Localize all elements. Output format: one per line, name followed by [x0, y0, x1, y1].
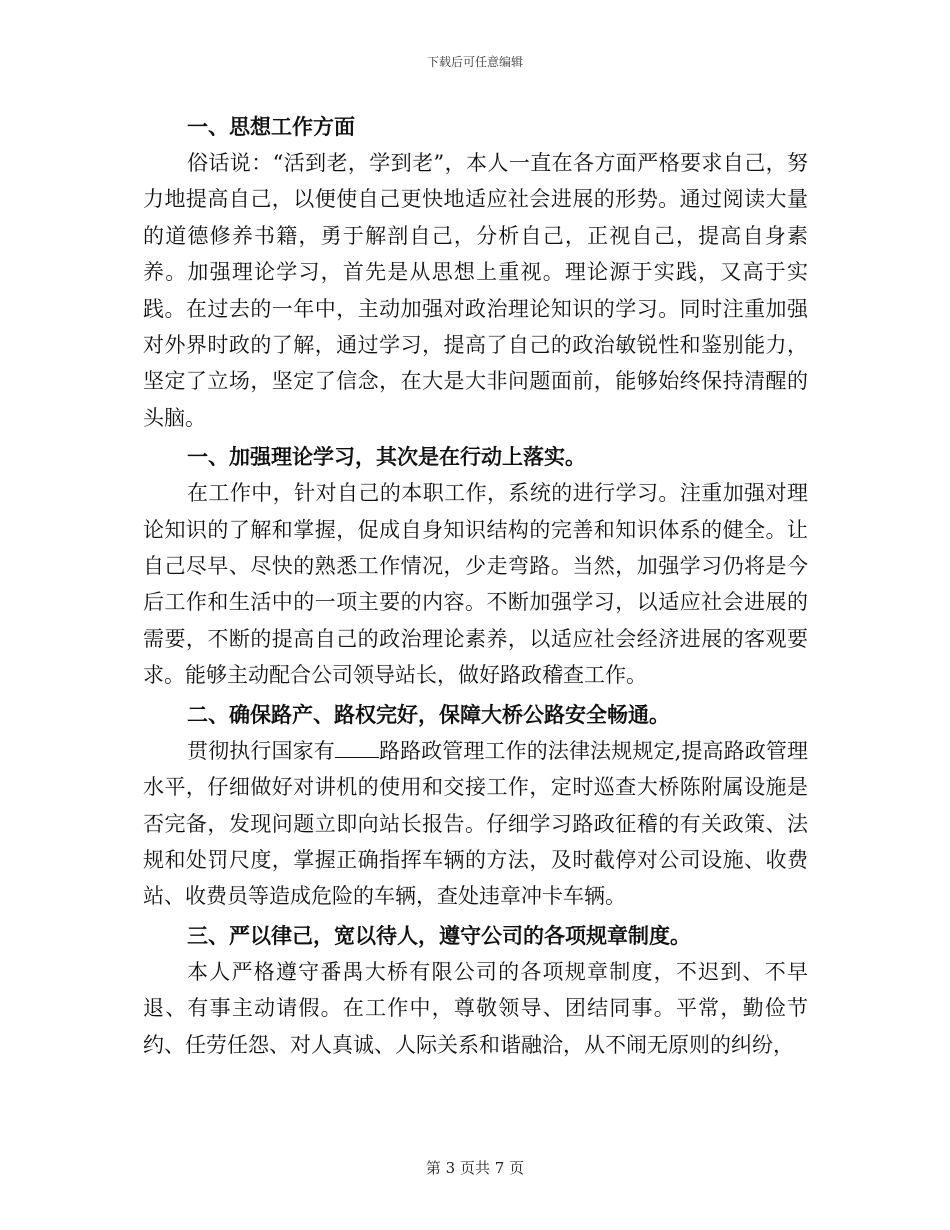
section-paragraph: 俗话说：“活到老，学到老”，本人一直在各方面严格要求自己，努力地提高自己，以便使自己更快地适应社会进展的形势。通过阅读大量的道德修养书籍，勇于解剖自己，分析自己，正视自己，提高自身素养。加强理论学习，首先是从思想上重视。理论源于实践，又高于实践。在过去的一年中，主动加强对政治理论知识的学习。同时注重加强对外界时政的了解，通过学习，提高了自己的政治敏锐性和鉴别能力，坚定了立场，坚定了信念，在大是大非问题面前，能够始终保持清醒的头脑。	[143, 151, 808, 430]
section-paragraph	[143, 733, 808, 915]
page-header-note: 下载后可任意编辑	[426, 55, 523, 69]
section-paragraph: 本人严格遵守番禺大桥有限公司的各项规章制度，不迟到、不早退、有事主动请假。在工作中，尊敬领导、团结同事。平常，勤俭节约、任劳任怨、对人真诚、人际关系和谐融洽，从不闹无原则的纠纷，	[143, 959, 808, 1057]
fill-in-blank	[335, 739, 379, 758]
document-body	[143, 108, 808, 1063]
paragraph-text-rest: 路路政管理工作的法律法规规定,提高路政管理水平，仔细做好对讲机的使用和交接工作，定时巡查大桥陈附属设施是否完备，发现问题立即向站长报告。仔细学习路政征稽的有关政策、法规和处罚尺度，掌握正确指挥车辆的方法，及时截停对公司设施、收费站、收费员等造成危险的车辆，查处违章冲卡车辆。	[143, 738, 808, 909]
section-paragraph: 在工作中，针对自己的本职工作，系统的进行学习。注重加强对理论知识的了解和掌握，促成自身知识结构的完善和知识体系的健全。让自己尽早、尽快的熟悉工作情况，少走弯路。当然，加强学习仍将是今后工作和生活中的一项主要的内容。不断加强学习，以适应社会进展的需要，不断的提高自己的政治理论素养，以适应社会经济进展的客观要求。能够主动配合公司领导站长，做好路政稽查工作。	[143, 481, 808, 688]
paragraph-text-start: 贯彻执行国家有	[187, 738, 335, 763]
section-heading: 一、加强理论学习，其次是在行动上落实。	[187, 444, 586, 470]
section-heading: 三、严以律己，宽以待人，遵守公司的各项规章制度。	[187, 922, 691, 948]
page-number: 第 3 页共 7 页	[425, 1159, 525, 1177]
section-heading: 二、确保路产、路权完好，保障大桥公路安全畅通。	[187, 701, 670, 727]
section-heading: 一、思想工作方面	[187, 114, 355, 139]
